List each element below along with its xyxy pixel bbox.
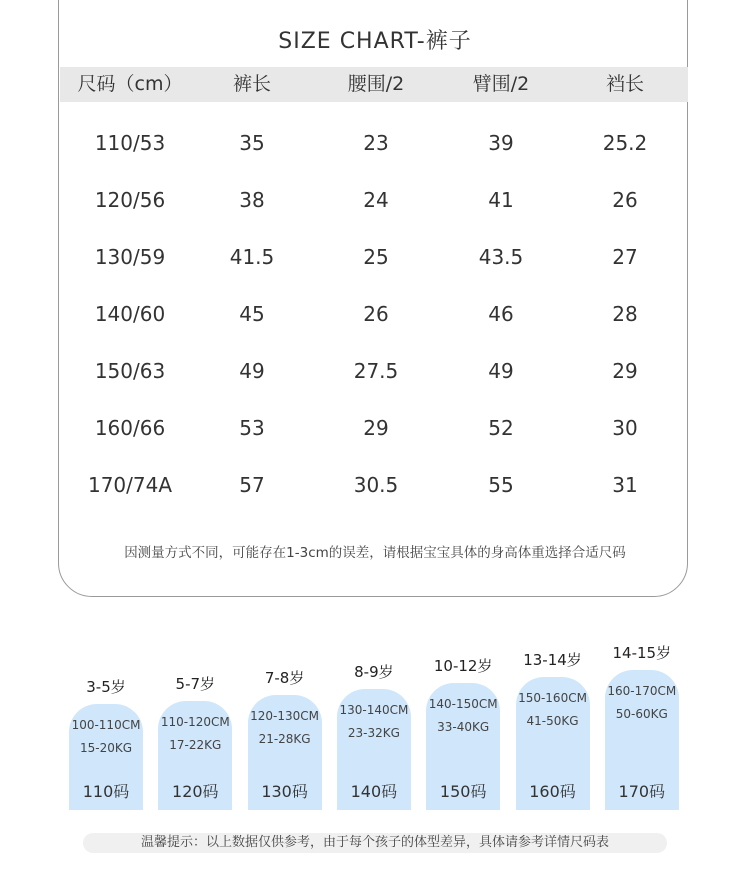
table-cell: 53	[239, 416, 265, 440]
table-cell: 110/53	[94, 131, 166, 155]
table-cell: 41	[488, 188, 514, 212]
table-cell: 29	[612, 359, 638, 383]
table-cell: 26	[363, 302, 389, 326]
size-code: 150码	[439, 782, 487, 801]
size-column	[602, 0, 679, 872]
header-waist: 腰围/2	[347, 73, 405, 95]
table-cell: 39	[488, 131, 514, 155]
size-code: 160码	[529, 782, 576, 801]
table-cell: 45	[239, 302, 265, 326]
table-cell: 28	[612, 302, 638, 326]
weight-range: 23-32KG	[347, 726, 400, 740]
table-cell: 27	[612, 245, 638, 269]
age-label: 14-15岁	[612, 644, 672, 662]
age-label: 3-5岁	[86, 678, 126, 696]
table-cell: 49	[488, 359, 514, 383]
height-range: 160-170CM	[607, 684, 677, 698]
table-cell: 120/56	[94, 188, 166, 212]
age-label: 5-7岁	[175, 675, 216, 693]
height-range: 110-120CM	[160, 715, 230, 729]
table-cell: 26	[612, 188, 638, 212]
table-cell: 25	[363, 245, 389, 269]
size-column	[248, 0, 322, 872]
size-column	[158, 0, 232, 872]
table-cell: 30.5	[353, 473, 399, 497]
table-cell: 25.2	[602, 131, 648, 155]
measurement-note: 因测量方式不同，可能存在1-3cm的误差，请根据宝宝具体的身高体重选择合适尺码	[124, 545, 626, 561]
table-cell: 43.5	[478, 245, 524, 269]
table-cell: 27.5	[353, 359, 399, 383]
chart-title: SIZE CHART-裤子	[278, 29, 472, 54]
age-label: 8-9岁	[354, 663, 394, 681]
height-range: 150-160CM	[518, 691, 587, 705]
size-column	[69, 0, 143, 872]
table-cell: 150/63	[94, 359, 166, 383]
table-cell: 160/66	[94, 416, 166, 440]
table-cell: 55	[488, 473, 514, 497]
size-code: 110码	[82, 782, 130, 801]
size-code: 130码	[261, 782, 308, 801]
table-cell: 30	[612, 416, 638, 440]
tip-banner: 温馨提示：以上数据仅供参考，由于每个孩子的体型差异，具体请参考详情尺码表	[83, 833, 667, 853]
table-cell: 31	[612, 473, 638, 497]
size-code: 170码	[618, 782, 666, 801]
header-size: 尺码（cm）	[77, 73, 183, 95]
height-range: 130-140CM	[339, 703, 409, 717]
table-cell: 41.5	[229, 245, 275, 269]
weight-range: 41-50KG	[526, 714, 579, 728]
height-range: 140-150CM	[428, 697, 498, 711]
table-cell: 170/74A	[87, 473, 173, 497]
size-column	[337, 0, 411, 872]
weight-range: 15-20KG	[79, 741, 133, 755]
height-range: 120-130CM	[250, 709, 320, 723]
age-label: 10-12岁	[433, 657, 493, 675]
size-code: 140码	[350, 782, 398, 801]
size-column	[426, 0, 500, 872]
table-cell: 24	[363, 188, 389, 212]
weight-range: 50-60KG	[615, 707, 668, 721]
table-cell: 140/60	[94, 302, 166, 326]
header-arm: 臂围/2	[472, 73, 530, 95]
header-length: 裤长	[232, 73, 272, 95]
table-cell: 23	[363, 131, 389, 155]
table-cell: 130/59	[94, 245, 166, 269]
table-cell: 49	[239, 359, 265, 383]
weight-range: 17-22KG	[169, 738, 222, 752]
table-cell: 35	[239, 131, 265, 155]
header-crotch: 裆长	[605, 73, 645, 95]
size-column	[516, 0, 590, 872]
table-cell: 29	[363, 416, 389, 440]
table-cell: 52	[488, 416, 514, 440]
table-cell: 46	[488, 302, 514, 326]
table-cell: 57	[239, 473, 265, 497]
weight-range: 33-40KG	[437, 720, 490, 734]
weight-range: 21-28KG	[258, 732, 311, 746]
table-cell: 38	[239, 188, 265, 212]
size-code: 120码	[172, 782, 219, 801]
height-range: 100-110CM	[71, 718, 141, 732]
age-label: 7-8岁	[264, 669, 305, 687]
age-label: 13-14岁	[523, 651, 582, 669]
